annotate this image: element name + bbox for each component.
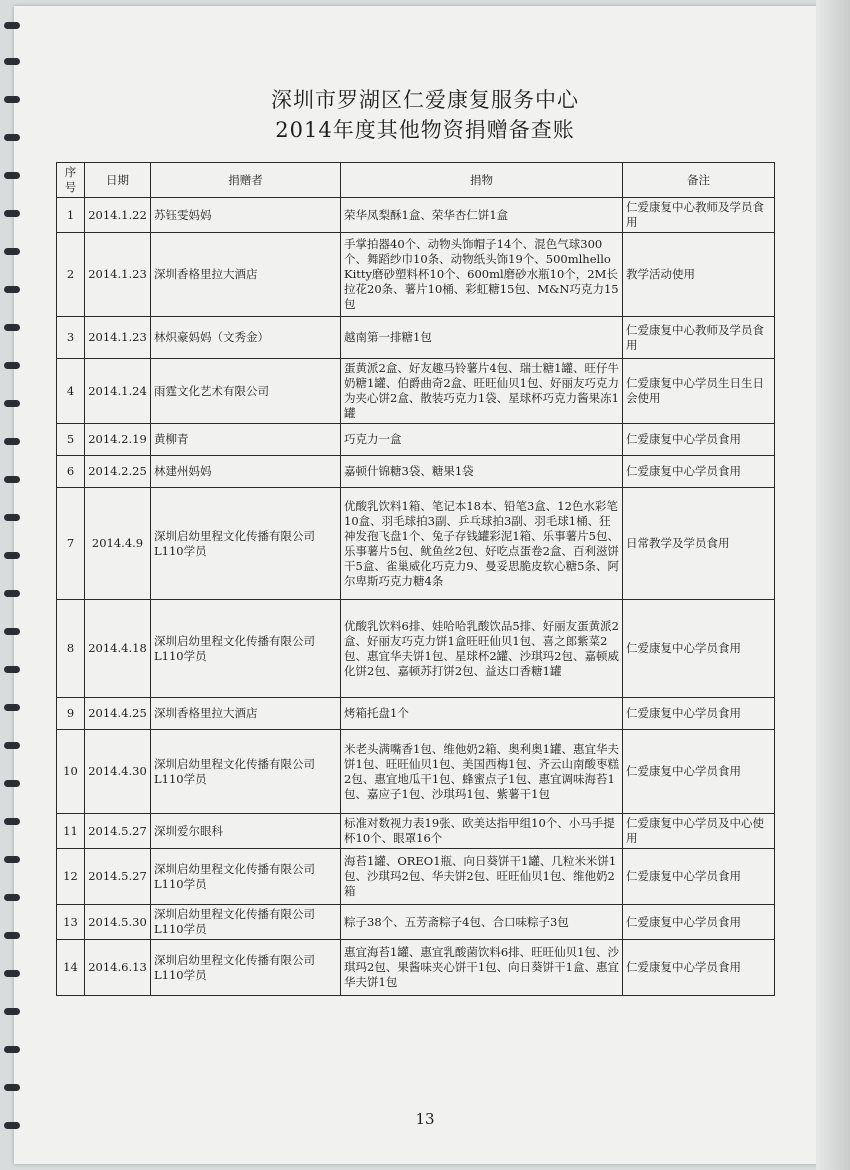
cell-note: 仁爱康复中心学员食用 [623, 424, 775, 456]
table-row [57, 730, 775, 814]
binding-ring [4, 324, 20, 331]
cell-no: 2 [57, 233, 85, 317]
binding-ring [4, 742, 20, 749]
header-date: 日期 [85, 163, 151, 198]
cell-date: 2014.1.23 [85, 233, 151, 317]
binding-ring [4, 210, 20, 217]
cell-items: 海苔1罐、OREO1瓶、向日葵饼干1罐、几粒米米饼1包、沙琪玛2包、华夫饼2包、旺旺仙贝1包、维他奶2箱 [341, 849, 623, 905]
cell-donor: 深圳香格里拉大酒店 [151, 698, 341, 730]
cell-items: 米老头满嘴香1包、维他奶2箱、奥利奥1罐、惠宜华夫饼1包、旺旺仙贝1包、美国西梅1包、齐云山南酸枣糕2包、惠宜地瓜干1包、蜂蜜点子1包、惠宜调味海苔1包、嘉应子1包、沙琪玛1包、紫薯干1包 [341, 730, 623, 814]
table-row [57, 198, 775, 233]
cell-note: 仁爱康复中心学员食用 [623, 849, 775, 905]
binding-ring [4, 286, 20, 293]
table-row [57, 456, 775, 488]
cell-items: 粽子38个、五芳斋粽子4包、合口味粽子3包 [341, 905, 623, 940]
cell-donor: 林建州妈妈 [151, 456, 341, 488]
cell-date: 2014.4.18 [85, 600, 151, 698]
cell-date: 2014.4.25 [85, 698, 151, 730]
cell-no: 8 [57, 600, 85, 698]
cell-date: 2014.5.30 [85, 905, 151, 940]
table-row [57, 424, 775, 456]
binding-ring [4, 628, 20, 635]
cell-date: 2014.4.30 [85, 730, 151, 814]
cell-note: 日常教学及学员食用 [623, 488, 775, 600]
header-donor: 捐赠者 [151, 163, 341, 198]
binding-ring [4, 666, 20, 673]
cell-donor: 深圳香格里拉大酒店 [151, 233, 341, 317]
cell-no: 13 [57, 905, 85, 940]
binding-ring [4, 362, 20, 369]
cell-note: 仁爱康复中心学员食用 [623, 940, 775, 996]
cell-no: 1 [57, 198, 85, 233]
cell-date: 2014.2.19 [85, 424, 151, 456]
cell-date: 2014.1.24 [85, 359, 151, 424]
binding-ring [4, 932, 20, 939]
cell-date: 2014.1.23 [85, 317, 151, 359]
page-number: 13 [415, 1110, 435, 1128]
cell-items: 越南第一排糖1包 [341, 317, 623, 359]
binding-ring [4, 400, 20, 407]
cell-no: 3 [57, 317, 85, 359]
cell-donor: 林炽豪妈妈（文秀金） [151, 317, 341, 359]
cell-no: 9 [57, 698, 85, 730]
cell-date: 2014.1.22 [85, 198, 151, 233]
binding-ring [4, 780, 20, 787]
cell-items: 优酸乳饮料1箱、笔记本18本、铅笔3盒、12色水彩笔10盒、羽毛球拍3副、乒乓球拍3副、羽毛球1桶、狂神发孢飞盘1个、兔子存钱罐彩泥1箱、乐事薯片5包、乐事薯片5包、鱿鱼丝2包、好吃点蛋卷2盒、百利滋饼干5盒、雀巢威化巧克力9、曼妥思脆皮软心糖5条、阿尔卑斯巧克力糖4条 [341, 488, 623, 600]
cell-note: 仁爱康复中心学员生日生日会使用 [623, 359, 775, 424]
header-note: 备注 [623, 163, 775, 198]
header-no: 序号 [57, 163, 85, 198]
cell-items: 惠宜海苔1罐、惠宜乳酸菌饮料6排、旺旺仙贝1包、沙琪玛2包、果酱味夹心饼干1包、向日葵饼干1盒、惠宜华夫饼1包 [341, 940, 623, 996]
cell-donor: 深圳启幼里程文化传播有限公司L110学员 [151, 600, 341, 698]
header-items: 捐物 [341, 163, 623, 198]
cell-note: 仁爱康复中心学员食用 [623, 905, 775, 940]
binding-ring [4, 552, 20, 559]
binding-ring [4, 856, 20, 863]
cell-items: 烤箱托盘1个 [341, 698, 623, 730]
cell-no: 7 [57, 488, 85, 600]
table-row [57, 359, 775, 424]
page-edge-shadow [816, 0, 850, 1170]
cell-note: 仁爱康复中心学员及中心使用 [623, 814, 775, 849]
binding-ring [4, 172, 20, 179]
binding-ring [4, 894, 20, 901]
cell-note: 教学活动使用 [623, 233, 775, 317]
cell-note: 仁爱康复中心学员食用 [623, 600, 775, 698]
binding-ring [4, 704, 20, 711]
binding-ring [4, 1084, 20, 1091]
cell-date: 2014.6.13 [85, 940, 151, 996]
binding-ring [4, 438, 20, 445]
binding-ring [4, 476, 20, 483]
cell-donor: 深圳启幼里程文化传播有限公司L110学员 [151, 940, 341, 996]
binding-ring [4, 970, 20, 977]
cell-no: 5 [57, 424, 85, 456]
cell-no: 4 [57, 359, 85, 424]
cell-note: 仁爱康复中心教师及学员食用 [623, 317, 775, 359]
table-row [57, 940, 775, 996]
table-row [57, 814, 775, 849]
table-row [57, 317, 775, 359]
cell-donor: 深圳启幼里程文化传播有限公司L110学员 [151, 905, 341, 940]
cell-donor: 黄柳青 [151, 424, 341, 456]
cell-note: 仁爱康复中心学员食用 [623, 698, 775, 730]
binding-ring [4, 1046, 20, 1053]
cell-donor: 深圳启幼里程文化传播有限公司L110学员 [151, 849, 341, 905]
table-row [57, 233, 775, 317]
cell-no: 11 [57, 814, 85, 849]
cell-donor: 深圳启幼里程文化传播有限公司L110学员 [151, 488, 341, 600]
cell-donor: 深圳爱尔眼科 [151, 814, 341, 849]
cell-date: 2014.5.27 [85, 814, 151, 849]
table-row [57, 488, 775, 600]
table-header-row [57, 163, 775, 198]
cell-donor: 深圳启幼里程文化传播有限公司L110学员 [151, 730, 341, 814]
cell-no: 12 [57, 849, 85, 905]
binding-ring [4, 22, 20, 29]
binding-ring [4, 248, 20, 255]
binding-ring [4, 58, 20, 65]
cell-items: 巧克力一盒 [341, 424, 623, 456]
binding-ring [4, 514, 20, 521]
cell-note: 仁爱康复中心教师及学员食用 [623, 198, 775, 233]
binding-ring [4, 1008, 20, 1015]
cell-items: 荣华凤梨酥1盒、荣华杏仁饼1盒 [341, 198, 623, 233]
table-row [57, 698, 775, 730]
cell-items: 手掌拍器40个、动物头饰帽子14个、混色气球300个、舞蹈纱巾10条、动物纸头饰19个、500mlhello Kitty磨砂塑料杯10个、600ml磨砂水瓶10个，2M长拉花20条、薯片10桶、彩虹糖15包、M&N巧克力15包 [341, 233, 623, 317]
cell-date: 2014.2.25 [85, 456, 151, 488]
cell-date: 2014.5.27 [85, 849, 151, 905]
cell-note: 仁爱康复中心学员食用 [623, 456, 775, 488]
table-body [57, 198, 775, 996]
cell-no: 14 [57, 940, 85, 996]
cell-donor: 苏钰雯妈妈 [151, 198, 341, 233]
cell-note: 仁爱康复中心学员食用 [623, 730, 775, 814]
spiral-binding [0, 0, 26, 1170]
binding-ring [4, 590, 20, 597]
cell-items: 蛋黄派2盒、好友趣马铃薯片4包、瑞士糖1罐、旺仔牛奶糖1罐、伯爵曲奇2盒、旺旺仙贝1包、好丽友巧克力为夹心饼2盒、散装巧克力1袋、星球杯巧克力酱果冻1罐 [341, 359, 623, 424]
cell-no: 10 [57, 730, 85, 814]
cell-donor: 雨霆文化艺术有限公司 [151, 359, 341, 424]
cell-date: 2014.4.9 [85, 488, 151, 600]
table-row [57, 600, 775, 698]
document-subtitle: 2014年度其他物资捐赠备查账 [275, 118, 575, 142]
document-title: 深圳市罗湖区仁爱康复服务中心 [271, 88, 579, 112]
table-row [57, 905, 775, 940]
cell-items: 标准对数视力表19张、欧美达指甲组10个、小马手提杯10个、眼罩16个 [341, 814, 623, 849]
binding-ring [4, 818, 20, 825]
table-row [57, 849, 775, 905]
donation-ledger-table [56, 162, 775, 996]
cell-no: 6 [57, 456, 85, 488]
cell-items: 嘉顿什锦糖3袋、糖果1袋 [341, 456, 623, 488]
cell-items: 优酸乳饮料6排、娃哈哈乳酸饮品5排、好丽友蛋黄派2盒、好丽友巧克力饼1盒旺旺仙贝1包、喜之郎紫菜2包、惠宜华夫饼1包、星球杯2罐、沙琪玛2包、嘉顿威化饼2包、嘉顿苏打饼2包、益达口香糖1罐 [341, 600, 623, 698]
